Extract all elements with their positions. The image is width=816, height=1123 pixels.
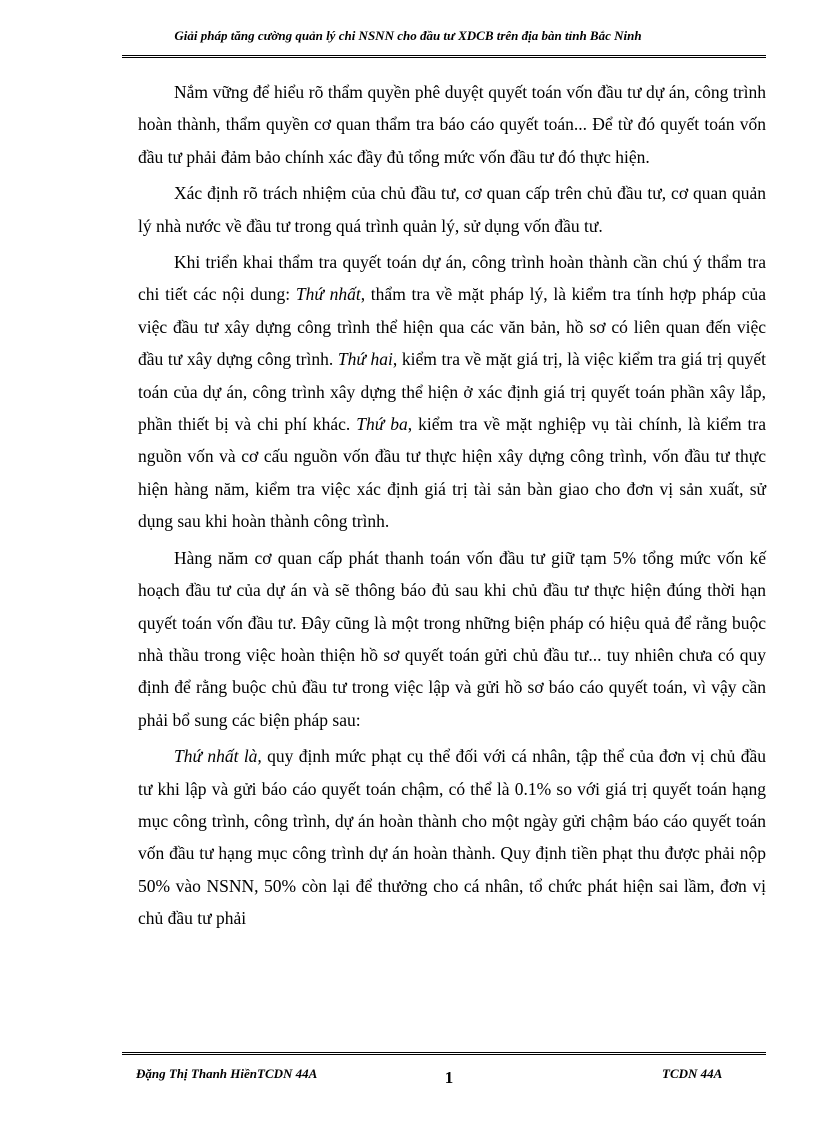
paragraph xyxy=(138,76,766,173)
header-divider xyxy=(122,55,766,58)
footer-divider xyxy=(122,1052,766,1055)
italic-term: Thứ nhất xyxy=(295,284,361,305)
text-run: , thẩm tra về mặt pháp lý, là kiểm tra tính hợp pháp của việc đầu tư xây dựng công trình thể hiện qua các văn bản, hồ sơ có liên quan đến việc đầu tư xây dựng công trình. xyxy=(138,284,766,370)
text-run: quy định mức phạt cụ thể đối với cá nhân, tập thể của đơn vị chủ đầu tư khi lập và gửi báo cáo quyết toán chậm, có thể là 0.1% so với giá trị quyết toán hạng mục công trình, công trình, dự án hoàn thành cho một ngày gửi chậm báo cáo quyết toán vốn đầu tư hạng mục công trình dự án hoàn thành. Quy định tiền phạt thu được phải nộp 50% vào NSNN, 50% còn lại để thưởng cho cá nhân, tổ chức phát hiện sai lầm, đơn vị chủ đầu tư phải xyxy=(138,746,766,929)
text-run: Nắm vững để hiểu rõ thẩm quyền phê duyệt quyết toán vốn đầu tư dự án, công trình hoàn thành, thẩm quyền cơ quan thẩm tra báo cáo quyết toán... Để từ đó quyết toán vốn đầu tư phải đảm bảo chính xác đầy đủ tổng mức vốn đầu tư đó thực hiện. xyxy=(138,82,766,167)
italic-term: Thứ nhất là, xyxy=(174,746,262,767)
italic-term: Thứ ba xyxy=(356,414,408,435)
text-run: , kiểm tra về mặt nghiệp vụ tài chính, là kiểm tra nguồn vốn và cơ cấu nguồn vốn đầu tư thực hiện xây dựng công trình, vốn đầu tư thực hiện hàng năm, kiểm tra việc xác định giá trị tài sản bàn giao cho đơn vị sản xuất, sử dụng sau khi hoàn thành công trình. xyxy=(138,414,767,532)
document-body xyxy=(138,76,766,939)
text-run: Khi triển khai thẩm tra quyết toán dự án, công trình hoàn thành cần chú ý thẩm tra chi tiết các nội dung: xyxy=(138,252,766,305)
footer-author: Đặng Thị Thanh HiềnTCDN 44A xyxy=(136,1066,318,1081)
paragraph xyxy=(138,542,766,736)
page-number: 1 xyxy=(444,1068,454,1087)
text-run: , kiểm tra về mặt giá trị, là việc kiểm tra giá trị quyết toán của dự án, công trình xây dựng thể hiện ở xác định giá trị quyết toán phần xây lắp, phần thiết bị và chi phí khác. xyxy=(138,349,766,435)
text-run: Hàng năm cơ quan cấp phát thanh toán vốn đầu tư giữ tạm 5% tổng mức vốn kế hoạch đầu tư của dự án và sẽ thông báo đủ sau khi chủ đầu tư thực hiện đúng thời hạn quyết toán vốn đầu tư. Đây cũng là một trong những biện pháp có hiệu quả để rằng buộc nhà thầu trong việc hoàn thiện hồ sơ quyết toán gửi chủ đầu tư... tuy nhiên chưa có quy định để rằng buộc chủ đầu tư trong việc lập và gửi hồ sơ báo cáo quyết toán, vì vậy cần phải bổ sung các biện pháp sau: xyxy=(138,547,766,730)
page-header: Giải pháp tăng cường quản lý chi NSNN cho đầu tư XDCB trên địa bàn tỉnh Bắc Ninh xyxy=(174,28,642,43)
italic-term: Thứ hai xyxy=(337,349,393,370)
footer-class: TCDN 44A xyxy=(662,1066,723,1081)
text-run: Xác định rõ trách nhiệm của chủ đầu tư, cơ quan cấp trên chủ đầu tư, cơ quan quản lý nhà nước về đầu tư trong quá trình quản lý, sử dụng vốn đầu tư. xyxy=(138,183,766,236)
paragraph xyxy=(138,740,766,934)
paragraph xyxy=(138,177,766,242)
paragraph xyxy=(138,246,766,538)
